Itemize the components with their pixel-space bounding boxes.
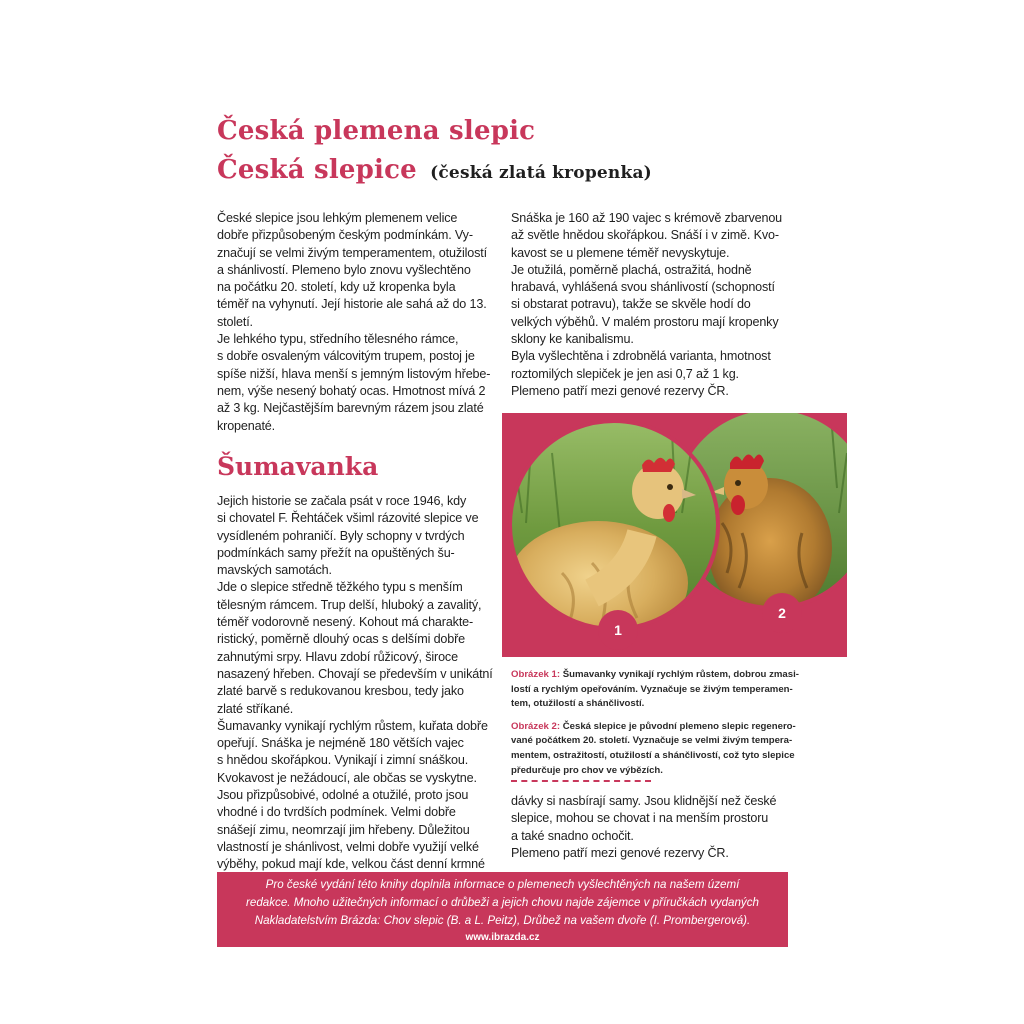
- ceska-slepice-text-left: [217, 210, 497, 435]
- caption-text: Česká slepice je původní plemeno slepic regenero-: [562, 720, 796, 732]
- text-line: zlaté barvě s redukovanou kresbou, tedy jako: [217, 684, 464, 699]
- text-line: Jejich historie se začala psát v roce 1946, kdy: [217, 494, 467, 508]
- caption-line: lostí a rychlým opeřováním. Vyznačuje se živým temperamen-: [511, 683, 793, 695]
- text-line: kavost se u plemene téměř nevyskytuje.: [511, 245, 730, 260]
- text-line: České slepice jsou lehkým plemenem velice: [217, 211, 458, 225]
- text-line: mavských samotách.: [217, 563, 332, 578]
- sumavanka-heading: Šumavanka: [217, 452, 379, 481]
- text-line: zlaté stříkané.: [217, 701, 294, 716]
- photo-captions: [511, 668, 799, 790]
- caption-line: mentem, ostražitostí, otužilostí a shánčlivostí, což tyto slepice: [511, 749, 795, 761]
- text-line: Je lehkého typu, středního tělesného rámce,: [217, 332, 459, 347]
- text-line: snášejí zimu, neomrzají jim hřebeny. Důležitou: [217, 822, 470, 837]
- caption-1-label: Obrázek 1:: [511, 669, 561, 680]
- footer-line: Nakladatelstvím Brázda: Chov slepic (B. a L. Peitz), Drůbež na vašem dvoře (I. Prombergerová).: [254, 914, 751, 927]
- caption-line: vané počátkem 20. století. Vyznačuje se velmi živým tempera-: [511, 735, 793, 747]
- caption-text: Šumavanky vynikají rychlým růstem, dobrou zmasi-: [562, 669, 799, 680]
- text-line: roztomilých slepiček je jen asi 0,7 až 1 kg.: [511, 366, 739, 381]
- text-line: na počátku 20. století, kdy už kropenka byla: [217, 280, 456, 295]
- text-line: až 3 kg. Nejčastějším barevným rázem jsou zlaté: [217, 401, 484, 416]
- text-line: Byla vyšlechtěna i zdrobnělá varianta, hmotnost: [511, 349, 771, 364]
- caption-2-label: Obrázek 2:: [511, 720, 561, 732]
- sumavanka-text-right: [511, 793, 801, 862]
- text-line: slepice, mohou se chovat i na menším prostoru: [511, 811, 769, 826]
- footer-line: Pro české vydání této knihy doplnila informace o plemenech vyšlechtěných na našem území: [265, 878, 740, 891]
- photo-1-badge: 1: [598, 610, 638, 650]
- photo-panel: [502, 413, 847, 657]
- caption-2: [511, 720, 796, 782]
- caption-divider: [511, 780, 651, 782]
- text-line: Plemeno patří mezi genové rezervy ČR.: [511, 845, 729, 860]
- caption-line: tem, otužilostí a shánčlivostí.: [511, 698, 645, 710]
- text-line: hrabavá, vyhlášená svou shánlivostí (schopností: [511, 280, 775, 295]
- caption-1: [511, 668, 799, 712]
- caption-line: [511, 720, 796, 735]
- sumavanka-text-left: [217, 493, 497, 874]
- text-line: a shánlivostí. Plemeno bylo znovu vyšlechtěno: [217, 262, 471, 277]
- footer-line: redakce. Mnoho užitečných informací o drůbeži a jejich chovu najde zájemce v příručkách vydaných: [246, 896, 759, 909]
- text-line: Kvokavost je nežádoucí, ale občas se vyskytne.: [217, 770, 477, 785]
- text-line: vhodné i do tvrdších podmínek. Velmi dobře: [217, 805, 456, 820]
- section-title: Česká plemena slepic: [217, 116, 536, 146]
- text-line: velkých výběhů. V malém prostoru mají kropenky: [511, 314, 779, 329]
- text-line: nasazený hřeben. Chovají se především v unikátní: [217, 666, 493, 681]
- caption-line: předurčuje pro chov ve výbězích.: [511, 764, 663, 776]
- text-line: s hnědou skořápkou. Vynikají i zimní snáškou.: [217, 753, 469, 768]
- text-line: století.: [217, 314, 253, 329]
- text-line: Je otužilá, poměrně plachá, ostražitá, hodně: [511, 262, 752, 277]
- text-line: Snáška je 160 až 190 vajec s krémově zbarvenou: [511, 211, 783, 225]
- text-line: Šumavanky vynikají rychlým růstem, kuřata dobře: [217, 718, 488, 733]
- footer-note: [217, 872, 788, 947]
- text-line: vlastností je shánlivost, velmi dobře využijí velké: [217, 839, 479, 854]
- breed-title: [217, 155, 652, 185]
- text-line: ristický, poměrně dlouhý ocas s delšími dobře: [217, 632, 466, 647]
- text-line: téměř na vyhynutí. Její historie ale sahá až do 13.: [217, 297, 487, 312]
- text-line: podmínkách samy přežít na opuštěných šu-: [217, 545, 455, 560]
- text-line: Jde o slepice středně těžkého typu s menším: [217, 580, 463, 595]
- text-line: opeřují. Snáška je nejméně 180 větších vajec: [217, 736, 464, 751]
- photo-2-badge: 2: [762, 593, 802, 633]
- text-line: spíše nižší, hlava menší s jemným listovým hřebe-: [217, 366, 491, 381]
- text-line: dobře přizpůsobeným českým podmínkám. Vy-: [217, 228, 473, 243]
- text-line: dávky si nasbírají samy. Jsou klidnější než české: [511, 794, 777, 808]
- breed-name: Česká slepice: [217, 155, 417, 185]
- text-line: zahnutými srpy. Hlavu zdobí růžicový, široce: [217, 649, 458, 664]
- text-line: si chovatel F. Řehtáček všiml rázovité slepice ve: [217, 511, 479, 526]
- text-line: vysídleném pohraničí. Byly schopny v tvrdých: [217, 528, 465, 543]
- text-line: výběhy, pokud mají kde, velkou část denní krmné: [217, 857, 485, 872]
- text-line: až světle hnědou skořápkou. Snáší i v zimě. Kvo-: [511, 228, 779, 243]
- text-line: nem, výše nesený bohatý ocas. Hmotnost mívá 2: [217, 383, 486, 398]
- text-line: tělesným rámcem. Trup delší, hluboký a zavalitý,: [217, 597, 482, 612]
- breed-subtitle: (česká zlatá kropenka): [430, 163, 652, 183]
- text-line: a také snadno ochočit.: [511, 828, 634, 843]
- footer-url[interactable]: www.ibrazda.cz: [465, 932, 540, 943]
- text-line: Jsou přizpůsobivé, odolné a otužilé, proto jsou: [217, 788, 469, 803]
- text-line: kropenaté.: [217, 418, 276, 433]
- text-line: sklony ke kanibalismu.: [511, 332, 634, 347]
- ceska-slepice-text-right: [511, 210, 801, 400]
- text-line: Plemeno patří mezi genové rezervy ČR.: [511, 383, 729, 398]
- caption-line: [511, 668, 799, 683]
- text-line: si obstarat potravu), takže se skvěle hodí do: [511, 297, 751, 312]
- text-line: s dobře osvaleným válcovitým trupem, postoj je: [217, 349, 475, 364]
- text-line: značují se velmi živým temperamentem, otužilostí: [217, 245, 487, 260]
- text-line: téměř vodorovně nesený. Kohout má charakte-: [217, 615, 474, 630]
